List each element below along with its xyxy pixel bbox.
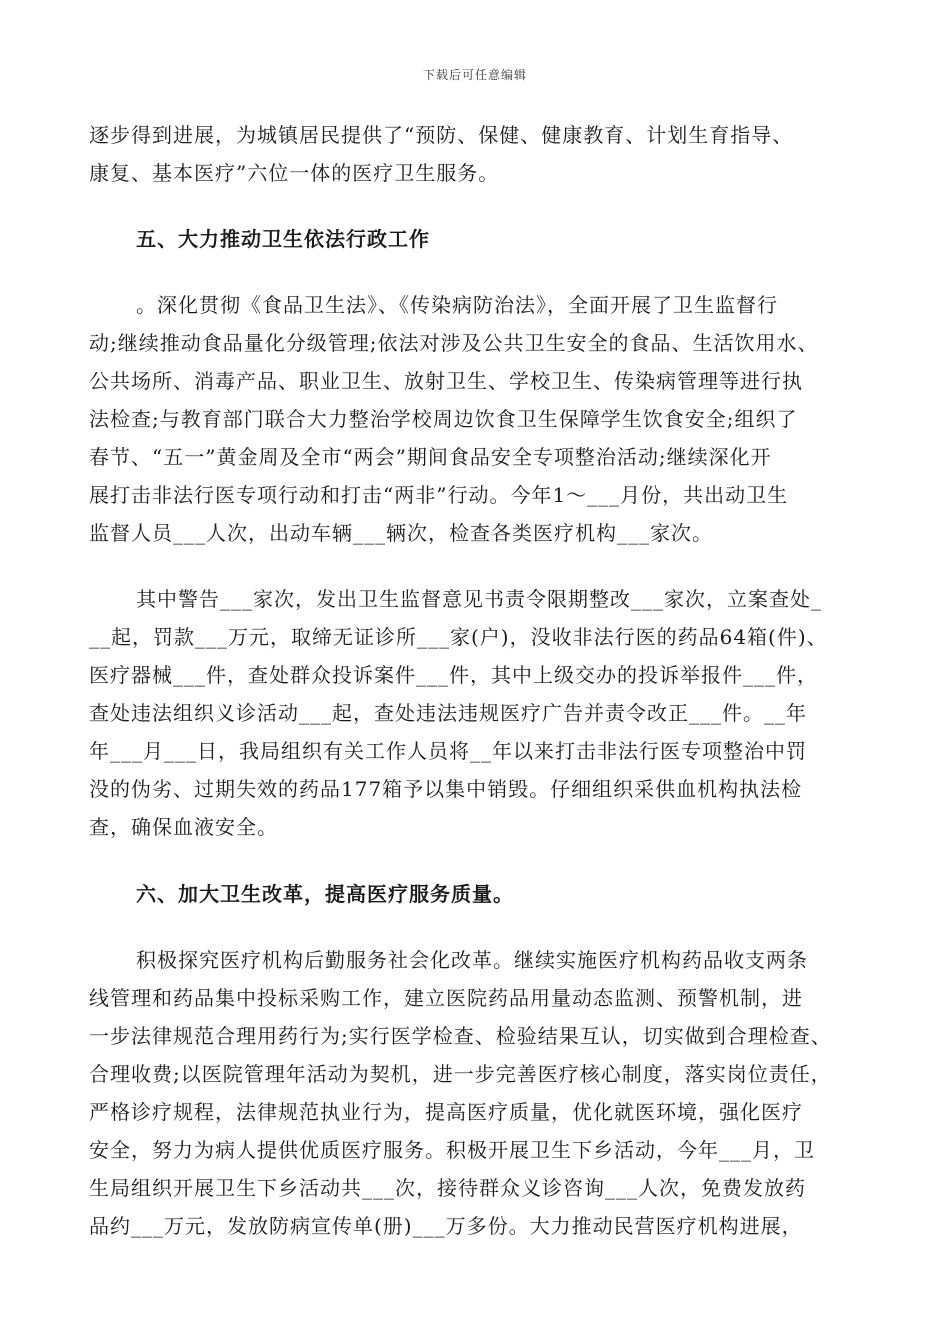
paragraph-line: 动;继续推动食品量化分级管理;依法对涉及公共卫生安全的食品、生活饮用水、 <box>89 331 819 355</box>
paragraph-line: 线管理和药品集中投标采购工作，建立医院药品用量动态监测、预警机制，进 <box>89 986 803 1010</box>
paragraph-line: __起，罚款___万元，取缔无证诊所___家(户)，没收非法行医的药品64箱(件)、 <box>89 625 828 649</box>
paragraph-line: 监督人员___人次，出动车辆___辆次，检查各类医疗机构___家次。 <box>89 521 713 545</box>
page-header: 下载后可任意编辑 <box>422 68 527 82</box>
paragraph-line: 其中警告___家次，发出卫生监督意见书责令限期整改___家次，立案查处_ <box>136 587 822 611</box>
paragraph-line: 一步法律规范合理用药行为;实行医学检查、检验结果互认，切实做到合理检查、 <box>89 1024 832 1048</box>
section-heading-5: 五、大力推动卫生依法行政工作 <box>136 227 430 251</box>
paragraph-line: 医疗器械___件，查处群众投诉案件___件，其中上级交办的投诉举报件___件， <box>89 663 818 687</box>
paragraph-line: 逐步得到进展，为城镇居民提供了“预防、保健、健康教育、计划生育指导、 <box>89 123 794 147</box>
paragraph-line: 合理收费;以医院管理年活动为契机，进一步完善医疗核心制度，落实岗位责任， <box>89 1062 832 1086</box>
paragraph-line: 安全，努力为病人提供优质医疗服务。积极开展卫生下乡活动，今年___月，卫 <box>89 1138 815 1162</box>
paragraph-line: 没的伪劣、过期失效的药品177箱予以集中销毁。仔细组织采供血机构执法检 <box>89 777 803 801</box>
paragraph-line: 积极探究医疗机构后勤服务社会化改革。继续实施医疗机构药品收支两条 <box>136 948 808 972</box>
paragraph-line: 春节、“五一”黄金周及全市“两会”期间食品安全专项整治活动;继续深化开 <box>89 445 772 469</box>
paragraph-line: 生局组织开展卫生下乡活动共___次，接待群众义诊咨询___人次，免费发放药 <box>89 1176 806 1200</box>
paragraph-line: 查处违法组织义诊活动___起，查处违法违规医疗广告并责令改正___件。__年 <box>89 701 807 725</box>
paragraph-line: 法检查;与教育部门联合大力整治学校周边饮食卫生保障学生饮食安全;组织了 <box>89 407 798 431</box>
section-heading-6: 六、加大卫生改革，提高医疗服务质量。 <box>136 882 514 906</box>
paragraph-line: 年___月___日，我局组织有关工作人员将__年以来打击非法行医专项整治中罚 <box>89 739 807 763</box>
paragraph-line: 严格诊疗规程，法律规范执业行为，提高医疗质量，优化就医环境，强化医疗 <box>89 1100 803 1124</box>
document-body <box>89 116 853 1245</box>
paragraph-line: 展打击非法行医专项行动和打击“两非”行动。今年1～___月份，共出动卫生 <box>89 483 789 507</box>
paragraph-line: 公共场所、消毒产品、职业卫生、放射卫生、学校卫生、传染病管理等进行执 <box>89 369 803 393</box>
paragraph-line: 。深化贯彻《食品卫生法》、《传染病防治法》，全面开展了卫生监督行 <box>136 293 778 317</box>
paragraph-line: 查，确保血液安全。 <box>89 815 278 839</box>
paragraph-line: 品约___万元，发放防病宣传单(册)___万多份。大力推动民营医疗机构进展， <box>89 1214 803 1238</box>
paragraph-line: 康复、基本医疗”六位一体的医疗卫生服务。 <box>89 161 500 185</box>
